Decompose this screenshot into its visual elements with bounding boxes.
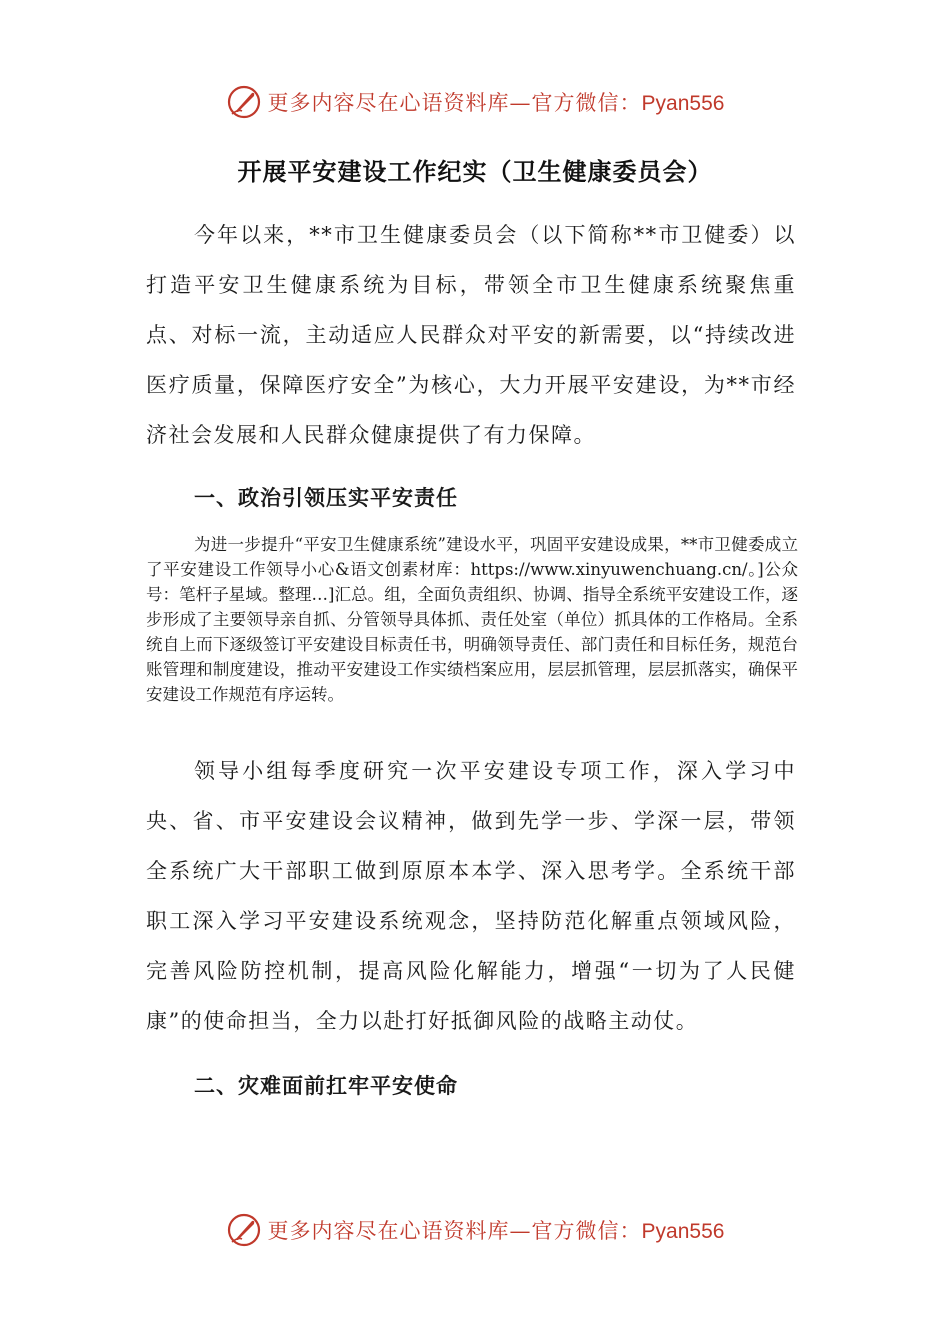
watermark-text: 更多内容尽在心语资料库—官方微信：Pyan556	[267, 91, 725, 115]
quill-pen-seal-icon	[226, 1212, 262, 1248]
document-title: 开展平安建设工作纪实（卫生健康委员会）	[237, 158, 713, 186]
section-heading-1: 一、政治引领压实平安责任	[194, 486, 458, 510]
section-1-paragraph-2: 领导小组每季度研究一次平安建设专项工作，深入学习中央、省、市平安建设会议精神，做到先学一步、学深一层，带领全系统广大干部职工做到原原本本学、深入思考学。全系统干部职工深入学习平安建设系统观念，坚持防范化解重点领域风险，完善风险防控机制，提高风险化解能力，增强“一切为了人民健康”的使命担当，全力以赴打好抵御风险的战略主动仗。	[146, 759, 796, 1033]
quill-pen-seal-icon	[226, 84, 262, 120]
watermark-banner-top	[0, 80, 950, 124]
watermark-text: 更多内容尽在心语资料库—官方微信：Pyan556	[267, 1219, 725, 1243]
section-heading-2: 二、灾难面前扛牢平安使命	[194, 1074, 458, 1098]
section-1-paragraph-1: 为进一步提升“平安卫生健康系统”建设水平，巩固平安建设成果，**市卫健委成立了平安建设工作领导小心&语文创素材库：https://www.xinyuwenchuang.cn/。]公众号：笔杆子星域。整理…]汇总。组，全面负责组织、协调、指导全系统平安建设工作，逐步形成了主要领导亲自抓、分管领导具体抓、责任处室（单位）抓具体的工作格局。全系统自上而下逐级签订平安建设目标责任书，明确领导责任、部门责任和目标任务，规范台账管理和制度建设，推动平安建设工作实绩档案应用，层层抓管理，层层抓落实，确保平安建设工作规范有序运转。	[146, 535, 798, 704]
watermark-banner-bottom	[0, 1208, 950, 1252]
intro-paragraph: 今年以来，**市卫生健康委员会（以下简称**市卫健委）以打造平安卫生健康系统为目标，带领全市卫生健康系统聚焦重点、对标一流，主动适应人民群众对平安的新需要，以“持续改进医疗质量，保障医疗安全”为核心，大力开展平安建设，为**市经济社会发展和人民群众健康提供了有力保障。	[146, 223, 796, 447]
